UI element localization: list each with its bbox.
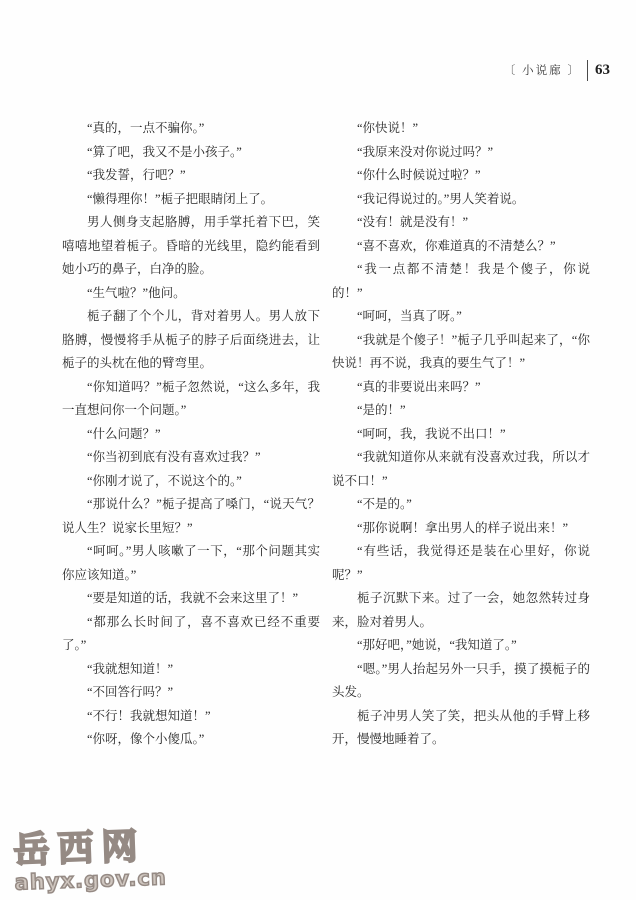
paragraph: “你什么时候说过啦？” — [357, 168, 481, 182]
paragraph: “有些话，我觉得还是装在心里好，你说呢？” — [332, 544, 590, 582]
paragraph: 栀子冲男人笑了笑，把头从他的手臂上移开，慢慢地睡着了。 — [332, 708, 590, 746]
paragraph: “你刚才说了，不说这个的。” — [87, 473, 242, 488]
paragraph: “什么问题？” — [87, 426, 161, 441]
paragraph: “呵呵，我，我说不出口！” — [357, 426, 506, 441]
page-header — [504, 58, 610, 82]
paragraph: “我一点都不清楚！我是个傻子，你说的！” — [332, 262, 590, 300]
paragraph: “呵呵。”男人咳嗽了一下，“那个问题其实你应该知道。” — [62, 544, 320, 582]
paragraph: “喜不喜欢，你难道真的不清楚么？” — [357, 238, 556, 253]
paragraph: “那好吧，”她说，“我知道了。” — [357, 638, 517, 652]
paragraph: “我原来没对你说过吗？” — [357, 144, 494, 159]
paragraph: “我发誓，行吧？” — [87, 168, 186, 182]
watermark — [12, 826, 168, 895]
paragraph: “都那么长时间了，喜不喜欢已经不重要了。” — [62, 614, 320, 652]
watermark-site-url: ahyx.gov.cn — [14, 865, 168, 895]
section-label: 〔 小说廊 〕 — [503, 65, 581, 77]
header-divider — [587, 60, 588, 81]
paragraph: “是的！” — [357, 403, 406, 417]
paragraph: 男人侧身支起胳膊，用手掌托着下巴，笑嘻嘻地望着栀子。昏暗的光线里，隐约能看到她小巧的鼻子，白净的脸。 — [62, 215, 320, 276]
paragraph: 栀子沉默下来。过了一会，她忽然转过身来，脸对着男人。 — [332, 591, 590, 629]
paragraph: “呵呵，当真了呀。” — [357, 309, 462, 323]
paragraph: “我就知道你从来就有没喜欢过我，所以才说不口！” — [332, 450, 590, 488]
paragraph: “我就是个傻子！”栀子几乎叫起来了，“你快说！再不说，我真的要生气了！” — [332, 332, 590, 370]
text-column-left — [62, 117, 320, 752]
text-column-right — [332, 117, 590, 752]
paragraph: “嗯。”男人抬起另外一只手，摸了摸栀子的头发。 — [332, 661, 590, 699]
paragraph: “那你说啊！拿出男人的样子说出来！” — [357, 520, 569, 535]
paragraph: “你呀，像个小傻瓜。” — [87, 732, 205, 746]
paragraph: “要是知道的话，我就不会来这里了！” — [87, 591, 299, 605]
paragraph: “不是的。” — [357, 497, 412, 511]
page-number: 63 — [595, 61, 610, 78]
paragraph: “懒得理你！”栀子把眼睛闭上了。 — [87, 191, 274, 206]
paragraph: “真的，一点不骗你。” — [87, 121, 205, 135]
paragraph: “不回答行吗？” — [87, 685, 174, 699]
paragraph: “我记得说过的。”男人笑着说。 — [357, 191, 525, 206]
paragraph: “算了吧，我又不是小孩子。” — [87, 144, 242, 159]
paragraph: “不行！我就想知道！” — [87, 708, 211, 723]
watermark-site-name: 岳西网 — [12, 826, 147, 872]
paragraph: “你快说！” — [357, 121, 419, 135]
paragraph: 栀子翻了个个儿，背对着男人。男人放下胳膊，慢慢将手从栀子的脖子后面绕进去，让栀子的头枕在他的臂弯里。 — [62, 309, 320, 370]
paragraph: “你当初到底有没有喜欢过我？” — [87, 450, 261, 464]
paragraph: “你知道吗？”栀子忽然说，“这么多年，我一直想问你一个问题。” — [62, 379, 320, 417]
paragraph: “生气啦？”他问。 — [87, 285, 186, 300]
paragraph: “真的非要说出来吗？” — [357, 379, 481, 394]
paragraph: “我就想知道！” — [87, 661, 174, 676]
paragraph: “那说什么？”栀子提高了嗓门，“说天气？说人生？说家长里短？” — [62, 497, 320, 535]
paragraph: “没有！就是没有！” — [357, 215, 469, 229]
